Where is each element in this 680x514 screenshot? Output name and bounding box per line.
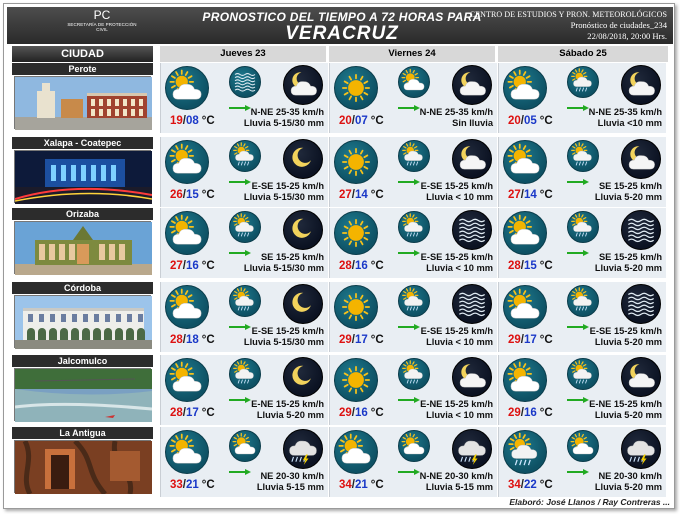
temp-max: 28: [339, 260, 352, 272]
sun-rain-icon: [567, 66, 599, 98]
sun-cloud-icon: [398, 66, 430, 98]
sun-cloud-icon: [165, 430, 209, 474]
sun-rain-icon: [567, 358, 599, 390]
forecast-cell: [329, 137, 497, 207]
forecast-cell: [160, 208, 328, 278]
wind-rain-text: [257, 471, 324, 492]
rain-forecast: Sin lluvia: [452, 117, 493, 128]
temp-unit: °C: [539, 189, 553, 201]
temp-min: 17: [186, 407, 199, 419]
center-name: CENTRO DE ESTUDIOS Y PRON. METEOROLÓGICOS: [469, 10, 667, 19]
temp-unit: °C: [539, 334, 553, 346]
wind-rain-text: [244, 181, 324, 202]
arrow-right-icon: [567, 98, 589, 104]
footer-credits: Elaboró: José Llanos / Ray Contreras ...: [509, 497, 670, 507]
wind-forecast: E-SE 15-25 km/h: [420, 181, 493, 191]
sun-cloud-icon: [503, 285, 547, 329]
forecast-cell: [498, 137, 666, 207]
temp-unit: °C: [539, 115, 553, 127]
wind-rain-text: [590, 326, 662, 347]
fog-icon: [621, 284, 661, 324]
sun-cloud-icon: [503, 358, 547, 402]
moon-cloud-icon: [621, 65, 661, 105]
temp-unit: °C: [201, 260, 215, 272]
moon-cloud-icon: [283, 65, 323, 105]
temp-min: 16: [186, 260, 199, 272]
moon-cloud-icon: [621, 139, 661, 179]
day-header-1: Jueves 23: [160, 46, 326, 62]
header-info: [470, 10, 667, 41]
arrow-right-icon: [398, 98, 420, 104]
temp-max: 34: [339, 479, 352, 491]
temp-min: 18: [186, 334, 199, 346]
rain-forecast: Lluvia < 10 mm: [426, 336, 493, 347]
sun-icon: [334, 358, 378, 402]
temp-unit: °C: [370, 189, 384, 201]
sun-cloud-icon: [165, 140, 209, 184]
temp-unit: °C: [370, 115, 384, 127]
temp-min: 08: [186, 115, 199, 127]
temp-max: 26: [170, 189, 183, 201]
sun-rain-icon: [503, 430, 547, 474]
forecast-cell: [160, 427, 328, 497]
wind-rain-text: [420, 107, 493, 128]
forecast-cell: [160, 355, 328, 425]
forecast-cell: [329, 282, 497, 352]
arrow-right-icon: [567, 317, 589, 323]
city-photo: [14, 440, 151, 493]
arrow-right-icon: [567, 462, 589, 468]
issue-datetime: 22/08/2018, 20:00 Hrs.: [587, 30, 667, 41]
wind-rain-text: [421, 326, 493, 347]
temp-unit: °C: [201, 334, 215, 346]
forecast-cell: [160, 63, 328, 133]
fog-icon: [452, 210, 492, 250]
temp-min: 16: [355, 407, 368, 419]
temp-unit: °C: [539, 260, 553, 272]
sun-rain-icon: [229, 140, 261, 172]
forecast-cell: [498, 355, 666, 425]
city-name: Córdoba: [12, 282, 153, 294]
rain-forecast: Lluvia 5-15 mm: [425, 481, 493, 492]
temp-max: 29: [508, 334, 521, 346]
storm-icon: [452, 429, 492, 469]
temperature: 27/14 °C: [339, 189, 384, 201]
rain-forecast: Lluvia 5-20 mm: [594, 336, 662, 347]
forecast-cell: [498, 63, 666, 133]
forecast-cell: [329, 427, 497, 497]
wind-rain-text: [421, 181, 493, 202]
arrow-right-icon: [567, 243, 589, 249]
sun-rain-icon: [398, 358, 430, 390]
wind-rain-text: [244, 107, 324, 128]
temp-min: 07: [355, 115, 368, 127]
temp-max: 28: [170, 407, 183, 419]
temp-min: 15: [524, 260, 537, 272]
temp-min: 17: [524, 334, 537, 346]
logo-pc-text: PC: [93, 8, 111, 22]
wind-forecast: N-NE 25-35 km/h: [419, 107, 493, 117]
temperature: 26/15 °C: [170, 189, 215, 201]
wind-rain-text: [421, 252, 493, 273]
day-header-2: Viernes 24: [329, 46, 495, 62]
title-line1: PRONOSTICO DEL TIEMPO A 72 HORAS PARA: [202, 10, 482, 24]
wind-forecast: E-NE 15-25 km/h: [420, 399, 493, 409]
moon-cloud-icon: [452, 139, 492, 179]
moon-icon: [283, 357, 323, 397]
wind-rain-text: [589, 107, 662, 128]
rain-forecast: Lluvia 5-20 mm: [594, 481, 662, 492]
arrow-right-icon: [567, 172, 589, 178]
sun-cloud-icon: [503, 211, 547, 255]
temp-max: 28: [508, 260, 521, 272]
wind-forecast: SE 15-25 km/h: [598, 252, 662, 262]
city-name: Orizaba: [12, 208, 153, 220]
temp-unit: °C: [201, 189, 215, 201]
temp-unit: °C: [539, 479, 553, 491]
sun-cloud-icon: [334, 430, 378, 474]
arrow-right-icon: [398, 462, 420, 468]
storm-icon: [621, 429, 661, 469]
city-photo: [14, 368, 151, 421]
rain-forecast: Lluvia 5-20 mm: [594, 191, 662, 202]
arrow-right-icon: [398, 243, 420, 249]
temperature: 27/14 °C: [508, 189, 553, 201]
temperature: 28/17 °C: [170, 407, 215, 419]
temp-max: 20: [339, 115, 352, 127]
temperature: 28/15 °C: [508, 260, 553, 272]
city-row: [12, 63, 672, 133]
rain-forecast: Lluvia < 10 mm: [426, 262, 493, 273]
wind-forecast: NE 20-30 km/h: [598, 471, 662, 481]
sun-rain-icon: [398, 211, 430, 243]
arrow-right-icon: [398, 317, 420, 323]
rain-forecast: Lluvia <10 mm: [597, 117, 662, 128]
rain-forecast: Lluvia 5-20 mm: [256, 409, 324, 420]
temp-min: 16: [524, 407, 537, 419]
temperature: 33/21 °C: [170, 479, 215, 491]
temp-unit: °C: [201, 407, 215, 419]
temp-min: 15: [186, 189, 199, 201]
temperature: 19/08 °C: [170, 115, 215, 127]
moon-cloud-icon: [452, 65, 492, 105]
arrow-right-icon: [398, 390, 420, 396]
wind-forecast: E-SE 15-25 km/h: [420, 252, 493, 262]
city-photo: [14, 76, 151, 129]
temp-min: 14: [524, 189, 537, 201]
title-state: VERACRUZ: [285, 23, 399, 44]
day-header-3: Sábado 25: [498, 46, 668, 62]
rain-forecast: Lluvia 5-15/30 mm: [243, 262, 324, 273]
moon-cloud-icon: [621, 357, 661, 397]
sun-icon: [334, 66, 378, 110]
temp-unit: °C: [201, 115, 215, 127]
temp-min: 16: [355, 260, 368, 272]
forecast-cell: [329, 63, 497, 133]
city-photo: [14, 221, 151, 274]
temp-max: 27: [170, 260, 183, 272]
temp-unit: °C: [370, 260, 384, 272]
arrow-right-icon: [398, 172, 420, 178]
sun-rain-icon: [567, 140, 599, 172]
city-name: Xalapa - Coatepec: [12, 137, 153, 149]
ciudad-header: CIUDAD: [12, 46, 153, 62]
temp-max: 20: [508, 115, 521, 127]
logo-subtitle: SECRETARÍA DE PROTECCIÓN CIVIL: [67, 22, 137, 32]
temp-unit: °C: [370, 479, 384, 491]
wind-forecast: E-SE 15-25 km/h: [251, 181, 324, 191]
sun-cloud-icon: [229, 430, 261, 462]
wind-forecast: N-NE 20-30 km/h: [419, 471, 493, 481]
city-photo: [14, 295, 151, 348]
temp-max: 29: [339, 407, 352, 419]
temperature: 20/07 °C: [339, 115, 384, 127]
product-name: Pronóstico de ciudades_234: [570, 20, 667, 31]
rain-forecast: Lluvia 5-15 mm: [256, 481, 324, 492]
fog-icon: [229, 66, 261, 98]
temp-max: 29: [339, 334, 352, 346]
wind-rain-text: [595, 252, 662, 273]
arrow-right-icon: [229, 243, 251, 249]
temp-max: 28: [170, 334, 183, 346]
moon-icon: [283, 139, 323, 179]
wind-forecast: SE 15-25 km/h: [598, 181, 662, 191]
sun-rain-icon: [567, 211, 599, 243]
arrow-right-icon: [229, 390, 251, 396]
temperature: 28/16 °C: [339, 260, 384, 272]
wind-rain-text: [595, 181, 662, 202]
temp-max: 27: [339, 189, 352, 201]
wind-forecast: E-NE 15-25 km/h: [251, 399, 324, 409]
rain-forecast: Lluvia 5-20 mm: [594, 262, 662, 273]
city-name: La Antigua: [12, 427, 153, 439]
wind-rain-text: [244, 326, 324, 347]
forecast-cell: [498, 427, 666, 497]
wind-rain-text: [251, 399, 324, 420]
sun-cloud-icon: [165, 211, 209, 255]
rain-forecast: Lluvia 5-20 mm: [594, 409, 662, 420]
temp-max: 33: [170, 479, 183, 491]
temp-min: 05: [524, 115, 537, 127]
rain-forecast: Lluvia 5-15/30 mm: [243, 117, 324, 128]
temp-min: 17: [355, 334, 368, 346]
sun-rain-icon: [398, 140, 430, 172]
wind-rain-text: [420, 399, 493, 420]
wind-forecast: E-SE 15-25 km/h: [420, 326, 493, 336]
fog-icon: [452, 284, 492, 324]
city-row: [12, 355, 672, 425]
arrow-right-icon: [229, 98, 251, 104]
sun-cloud-icon: [398, 430, 430, 462]
wind-forecast: E-SE 15-25 km/h: [251, 326, 324, 336]
sun-rain-icon: [229, 211, 261, 243]
rain-forecast: Lluvia 5-15/30 mm: [243, 336, 324, 347]
rain-forecast: Lluvia < 10 mm: [426, 409, 493, 420]
temp-max: 27: [508, 189, 521, 201]
header-bar: [7, 7, 673, 44]
sun-cloud-icon: [503, 140, 547, 184]
sun-icon: [334, 285, 378, 329]
temp-max: 29: [508, 407, 521, 419]
page-title: [197, 10, 487, 43]
temp-min: 21: [355, 479, 368, 491]
city-name: Jalcomulco: [12, 355, 153, 367]
forecast-cell: [160, 282, 328, 352]
temperature: 34/22 °C: [508, 479, 553, 491]
temperature: 29/16 °C: [339, 407, 384, 419]
forecast-cell: [329, 355, 497, 425]
city-row: [12, 427, 672, 497]
forecast-cell: [498, 282, 666, 352]
city-name: Perote: [12, 63, 153, 75]
rain-forecast: Lluvia 5-15/30 mm: [243, 191, 324, 202]
sun-cloud-icon: [165, 285, 209, 329]
wind-forecast: SE 15-25 km/h: [260, 252, 324, 262]
sun-rain-icon: [229, 285, 261, 317]
sun-rain-icon: [229, 358, 261, 390]
wind-forecast: N-NE 25-35 km/h: [250, 107, 324, 117]
city-row: [12, 282, 672, 352]
temp-min: 22: [524, 479, 537, 491]
wind-rain-text: [595, 471, 662, 492]
temp-unit: °C: [201, 479, 215, 491]
temperature: 29/16 °C: [508, 407, 553, 419]
forecast-cell: [329, 208, 497, 278]
wind-forecast: E-SE 15-25 km/h: [589, 326, 662, 336]
wind-rain-text: [420, 471, 493, 492]
temperature: 20/05 °C: [508, 115, 553, 127]
temperature: 28/18 °C: [170, 334, 215, 346]
temp-min: 14: [355, 189, 368, 201]
temp-max: 19: [170, 115, 183, 127]
city-row: [12, 208, 672, 278]
arrow-right-icon: [567, 390, 589, 396]
arrow-right-icon: [229, 172, 251, 178]
wind-forecast: N-NE 25-35 km/h: [588, 107, 662, 117]
sun-icon: [334, 140, 378, 184]
arrow-right-icon: [229, 462, 251, 468]
wind-forecast: NE 20-30 km/h: [260, 471, 324, 481]
forecast-cell: [160, 137, 328, 207]
moon-icon: [283, 284, 323, 324]
temperature: 29/17 °C: [508, 334, 553, 346]
arrow-right-icon: [229, 317, 251, 323]
sun-rain-icon: [567, 285, 599, 317]
sun-cloud-icon: [503, 66, 547, 110]
pc-logo: [65, 9, 139, 43]
storm-icon: [283, 429, 323, 469]
fog-icon: [621, 210, 661, 250]
temp-min: 21: [186, 479, 199, 491]
sun-cloud-icon: [567, 430, 599, 462]
sun-icon: [334, 211, 378, 255]
temperature: 34/21 °C: [339, 479, 384, 491]
city-photo: [14, 150, 151, 203]
temp-unit: °C: [370, 407, 384, 419]
temperature: 27/16 °C: [170, 260, 215, 272]
sun-rain-icon: [398, 285, 430, 317]
wind-forecast: E-NE 15-25 km/h: [589, 399, 662, 409]
temp-unit: °C: [539, 407, 553, 419]
temp-max: 34: [508, 479, 521, 491]
rain-forecast: Lluvia < 10 mm: [426, 191, 493, 202]
moon-icon: [283, 210, 323, 250]
temperature: 29/17 °C: [339, 334, 384, 346]
wind-rain-text: [589, 399, 662, 420]
forecast-cell: [498, 208, 666, 278]
wind-rain-text: [244, 252, 324, 273]
city-row: [12, 137, 672, 207]
moon-cloud-icon: [452, 357, 492, 397]
sun-cloud-icon: [165, 358, 209, 402]
temp-unit: °C: [370, 334, 384, 346]
sun-cloud-icon: [165, 66, 209, 110]
